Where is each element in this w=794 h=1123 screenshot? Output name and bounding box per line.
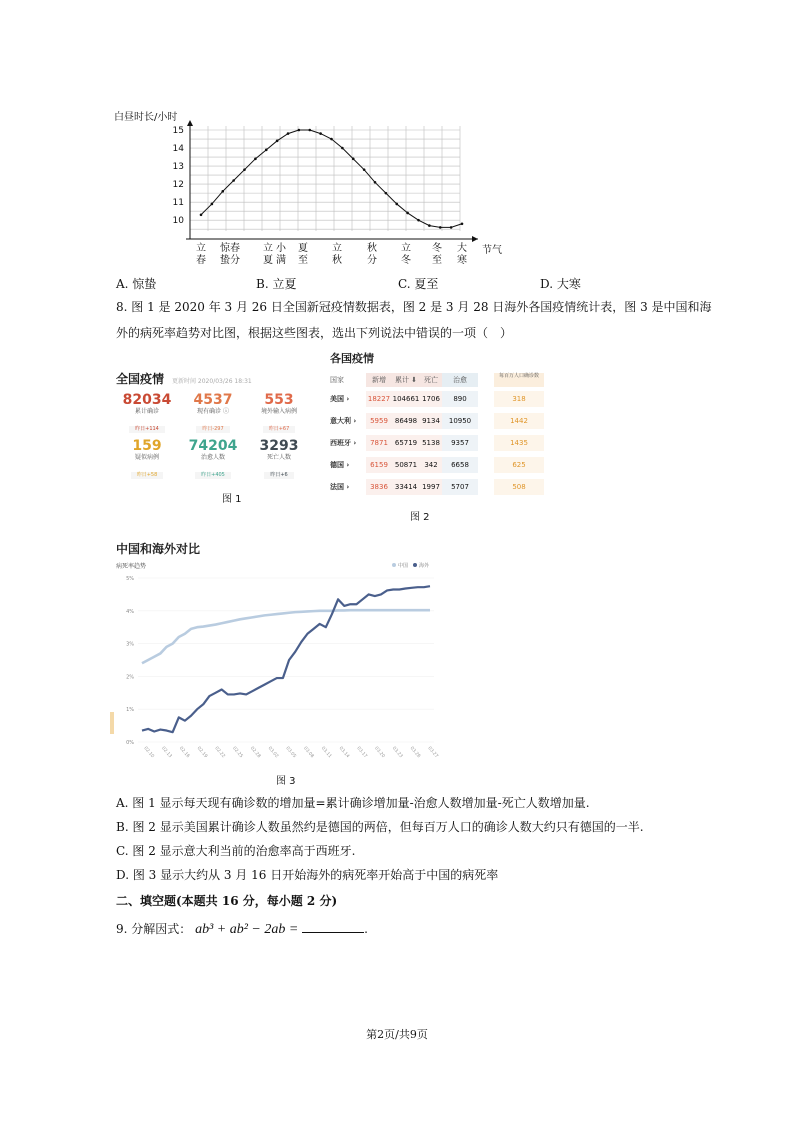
- daylight-xtick-top: 立: [401, 243, 411, 254]
- fig1-card-label: 治愈人数: [200, 454, 225, 461]
- fig1-card-value: 74204: [188, 438, 238, 454]
- fig1-card-value: 3293: [259, 438, 299, 454]
- daylight-xtick-top: 惊: [220, 243, 230, 254]
- fig3-xtick-label: 03.08: [302, 746, 315, 760]
- q8-stem-line2: 外的病死率趋势对比图，根据这些图表，选出下列说法中错误的一项（ ）: [116, 326, 513, 340]
- daylight-point: [308, 129, 311, 132]
- daylight-xtick-top: 小: [276, 243, 286, 254]
- daylight-xtick-bottom: 寒: [457, 255, 467, 266]
- daylight-ytick-label: 14: [172, 144, 184, 155]
- fig1-card-delta: 昨日+114: [129, 426, 165, 433]
- q7-option-c: C. 夏至: [398, 277, 439, 291]
- fig1-card: [182, 393, 244, 433]
- fig2-header-new: 新增: [372, 376, 386, 384]
- fig3-xtick-label: 03.05: [284, 746, 297, 760]
- daylight-point: [232, 179, 235, 182]
- fig1-card-label: 累计确诊: [134, 408, 159, 415]
- fig2-cell-country: 德国 ›: [330, 461, 350, 469]
- daylight-point: [363, 168, 366, 171]
- q9-expression: ab³ + ab² − 2ab =: [195, 922, 299, 937]
- daylight-xtick-bottom: 分: [230, 255, 240, 266]
- fig2-header-row: [330, 372, 555, 388]
- fig3-legend-overseas: 海外: [419, 563, 430, 569]
- daylight-xtick-bottom: 满: [276, 255, 286, 266]
- daylight-point: [221, 190, 224, 193]
- daylight-ylabel: 白昼时长/小时: [114, 112, 178, 123]
- figure-1: [116, 370, 316, 490]
- fig2-cell-cured: 890: [442, 391, 478, 407]
- fig2-cell-cured: 9357: [442, 435, 478, 451]
- fig2-cell-total: 65719: [392, 435, 420, 451]
- fig2-table-body: [330, 388, 555, 498]
- daylight-ytick-label: 10: [172, 216, 184, 227]
- daylight-ytick-label: 12: [172, 180, 184, 191]
- fig2-header-cured: 治愈: [442, 373, 478, 387]
- daylight-xtick-bottom: 至: [298, 255, 308, 266]
- daylight-xtick-top: 秋: [367, 243, 377, 254]
- fig1-card: [116, 393, 178, 433]
- fig2-cell-per-million: 1442: [494, 413, 544, 429]
- daylight-xtick-bottom: 夏: [263, 255, 273, 266]
- fig3-xtick-label: 02.25: [231, 746, 244, 760]
- fig1-caption: 图 1: [222, 494, 242, 505]
- fig1-card-delta: 昨日+67: [263, 426, 296, 433]
- q9: [116, 918, 368, 941]
- daylight-point: [352, 158, 355, 161]
- fig2-caption: 图 2: [410, 512, 430, 523]
- fig3-xtick-label: 03.17: [355, 746, 368, 760]
- fig1-title: 全国疫情: [116, 372, 165, 386]
- fig3-series-overseas: [142, 586, 430, 732]
- fig3-xtick-label: 03.27: [426, 746, 439, 760]
- daylight-xtick-bottom: 春: [196, 255, 206, 266]
- daylight-ytick-label: 11: [172, 198, 184, 209]
- fig3-legend: [392, 562, 430, 569]
- daylight-point: [374, 181, 377, 184]
- fig2-table-row[interactable]: [330, 410, 555, 432]
- daylight-ytick-label: 13: [172, 162, 184, 173]
- daylight-point: [450, 226, 453, 229]
- daylight-point: [406, 212, 409, 215]
- daylight-curve: [201, 130, 462, 227]
- side-marker: [110, 712, 114, 734]
- fig3-ytick-label: 0%: [126, 740, 134, 746]
- daylight-point: [428, 224, 431, 227]
- daylight-point: [461, 222, 464, 225]
- fig2-cell-new: 5959: [366, 413, 392, 429]
- daylight-x-arrow: [472, 236, 478, 242]
- fig1-card-grid: [116, 393, 316, 479]
- fig1-card-value: 4537: [193, 392, 233, 408]
- q7-option-d: D. 大寒: [540, 277, 581, 291]
- fig2-cell-per-million: 508: [494, 479, 544, 495]
- section-2-heading: 二、填空题(本题共 16 分，每小题 2 分): [116, 894, 338, 908]
- daylight-ytick-label: 15: [172, 126, 184, 136]
- fig2-cell-cured: 10950: [442, 413, 478, 429]
- daylight-point: [439, 226, 442, 229]
- fig1-card-delta: 昨日+58: [131, 472, 164, 479]
- daylight-point: [276, 140, 279, 143]
- daylight-point: [298, 129, 301, 132]
- fig3-axes: [126, 576, 434, 746]
- daylight-xtick-bottom: 秋: [332, 255, 342, 266]
- daylight-chart: [110, 108, 510, 268]
- fig3-title: 中国和海外对比: [116, 542, 201, 556]
- daylight-xlabels: [196, 241, 467, 266]
- daylight-xtick-top: 立: [263, 243, 273, 254]
- fig3-subtitle: 病死率趋势: [116, 563, 147, 570]
- fig3-ytick-label: 1%: [126, 707, 134, 714]
- fig3-xtick-label: 03.02: [266, 746, 279, 760]
- fig2-cell-cured: 6658: [442, 457, 478, 473]
- fig2-cell-per-million: 625: [494, 457, 544, 473]
- fig1-card-value: 553: [264, 392, 294, 408]
- daylight-y-arrow: [187, 120, 193, 126]
- fig2-cell-per-million: 1435: [494, 435, 544, 451]
- fig1-card-label: 现有确诊 ⓘ: [197, 408, 229, 415]
- q8-option-b: B. 图 2 显示美国累计确诊人数虽然约是德国的两倍，但每百万人口的确诊人数大约只有德国的一半.: [116, 820, 644, 834]
- fig2-table-row[interactable]: [330, 432, 555, 454]
- fig3-xlabels: [142, 745, 439, 759]
- q8-option-d: D. 图 3 显示大约从 3 月 16 日开始海外的病死率开始高于中国的病死率: [116, 868, 499, 882]
- daylight-point: [243, 168, 246, 171]
- daylight-point: [287, 132, 290, 135]
- daylight-grid: [190, 126, 460, 231]
- daylight-point: [265, 149, 268, 152]
- fig3-chart: [112, 558, 442, 768]
- fig1-card: [116, 439, 178, 479]
- daylight-point: [395, 203, 398, 206]
- daylight-xtick-top: 冬: [432, 243, 442, 254]
- fig3-legend-marker-china: [392, 563, 396, 567]
- fig2-header-country: 国家: [330, 376, 344, 384]
- q8-option-c: C. 图 2 显示意大利当前的治愈率高于西班牙.: [116, 844, 356, 858]
- daylight-point: [254, 158, 257, 161]
- fig3-ytick-label: 4%: [126, 608, 134, 615]
- fig3-ytick-label: 5%: [126, 576, 134, 582]
- fig2-title: 各国疫情: [330, 352, 374, 365]
- fig3-legend-marker-overseas: [413, 563, 417, 567]
- q9-label: 9. 分解因式：: [116, 922, 192, 936]
- fig3-ytick-label: 2%: [126, 674, 134, 681]
- fig3-xtick-label: 03.23: [390, 746, 404, 760]
- daylight-point: [417, 219, 420, 222]
- fig1-card-label: 疑似病例: [134, 454, 159, 461]
- q9-answer-blank[interactable]: [302, 920, 364, 933]
- q7-option-b: B. 立夏: [256, 277, 297, 291]
- fig1-card-delta: 昨日+6: [264, 472, 293, 479]
- fig3-xtick-label: 02.16: [177, 746, 191, 760]
- daylight-xlabel: 节气: [482, 245, 502, 256]
- fig2-cell-deaths: 1706: [420, 391, 442, 407]
- daylight-point: [319, 132, 322, 135]
- daylight-point: [385, 192, 388, 195]
- fig2-cell-cured: 5707: [442, 479, 478, 495]
- fig3-legend-china: 中国: [398, 563, 409, 569]
- fig1-card-label: 死亡人数: [266, 454, 291, 461]
- fig3-xtick-label: 02.28: [248, 746, 262, 760]
- fig2-table-row[interactable]: [330, 476, 555, 498]
- fig3-xtick-label: 03.20: [373, 746, 386, 760]
- fig2-cell-per-million: 318: [494, 391, 544, 407]
- fig1-card: [248, 393, 310, 433]
- daylight-xtick-top: 夏: [298, 243, 308, 254]
- fig3-xtick-label: 02.13: [160, 746, 173, 760]
- fig2-cell-country: 美国 ›: [330, 395, 350, 403]
- fig1-card-label: 境外输入病例: [260, 408, 297, 415]
- daylight-xtick-bottom: 蛰: [220, 255, 230, 266]
- daylight-point: [200, 213, 203, 216]
- fig1-card: [182, 439, 244, 479]
- fig2-cell-country: 法国 ›: [330, 483, 350, 491]
- fig2-cell-deaths: 9134: [420, 413, 442, 429]
- fig3-xtick-label: 02.19: [195, 746, 208, 760]
- fig3-xtick-label: 02.10: [142, 746, 155, 760]
- fig2-cell-new: 6159: [366, 457, 392, 473]
- daylight-xtick-top: 大: [457, 243, 467, 254]
- fig2-header-per-million: 每百万人口确诊数: [494, 373, 544, 387]
- fig2-cell-new: 7871: [366, 435, 392, 451]
- fig1-card-delta: 昨日+405: [195, 472, 231, 479]
- fig2-cell-total: 33414: [392, 479, 420, 495]
- fig3-xtick-label: 03.26: [408, 746, 421, 760]
- q9-end: .: [364, 922, 368, 936]
- daylight-point: [341, 147, 344, 150]
- fig2-cell-deaths: 342: [420, 457, 442, 473]
- daylight-point: [211, 203, 214, 206]
- daylight-xtick-top: 立: [332, 243, 342, 254]
- q8-option-a: A. 图 1 显示每天现有确诊数的增加量=累计确诊增加量-治愈人数增加量-死亡人数增加量.: [116, 796, 590, 810]
- fig3-xtick-label: 03.14: [337, 746, 350, 760]
- daylight-xtick-top: 春: [230, 243, 240, 254]
- fig2-cell-new: 18227: [366, 391, 392, 407]
- fig1-card-value: 82034: [122, 392, 172, 408]
- daylight-xtick-top: 立: [196, 243, 206, 254]
- fig2-table-row[interactable]: [330, 454, 555, 476]
- fig2-cell-total: 86498: [392, 413, 420, 429]
- fig1-card: [248, 439, 310, 479]
- fig2-cell-deaths: 1997: [420, 479, 442, 495]
- fig3-xtick-label: 03.11: [319, 746, 333, 760]
- fig2-cell-country: 意大利 ›: [330, 417, 357, 425]
- daylight-yticks: [173, 126, 185, 226]
- fig2-cell-new: 3836: [366, 479, 392, 495]
- daylight-point: [330, 138, 333, 141]
- page-footer: 第2页/共9页: [366, 1028, 428, 1041]
- fig1-card-delta: 昨日-297: [196, 426, 229, 433]
- fig2-cell-total: 50871: [392, 457, 420, 473]
- fig2-cell-country: 西班牙 ›: [330, 439, 357, 447]
- fig3-series-china: [142, 610, 430, 663]
- fig1-card-value: 159: [132, 438, 162, 454]
- fig2-table-row[interactable]: [330, 388, 555, 410]
- fig3-xtick-label: 02.22: [213, 746, 226, 760]
- q7-option-a: A. 惊蛰: [116, 277, 157, 291]
- daylight-xtick-bottom: 冬: [401, 255, 411, 266]
- fig2-header-deaths: 死亡: [424, 376, 438, 384]
- figure-2: [330, 350, 555, 498]
- fig2-header-total: 累计 ⬇: [394, 376, 418, 384]
- fig1-updated: 更新时间 2020/03/26 18:31: [172, 378, 252, 385]
- daylight-xtick-bottom: 至: [432, 255, 442, 266]
- fig3-ytick-label: 3%: [126, 641, 134, 648]
- fig2-cell-deaths: 5138: [420, 435, 442, 451]
- fig3-caption: 图 3: [276, 776, 296, 787]
- fig3-lines: [142, 586, 430, 732]
- daylight-xtick-bottom: 分: [367, 255, 377, 266]
- fig2-cell-total: 104661: [392, 391, 420, 407]
- q8-stem-line1: 8. 图 1 是 2020 年 3 月 26 日全国新冠疫情数据表，图 2 是 3 月 28 日海外各国疫情统计表，图 3 是中国和海: [116, 300, 712, 314]
